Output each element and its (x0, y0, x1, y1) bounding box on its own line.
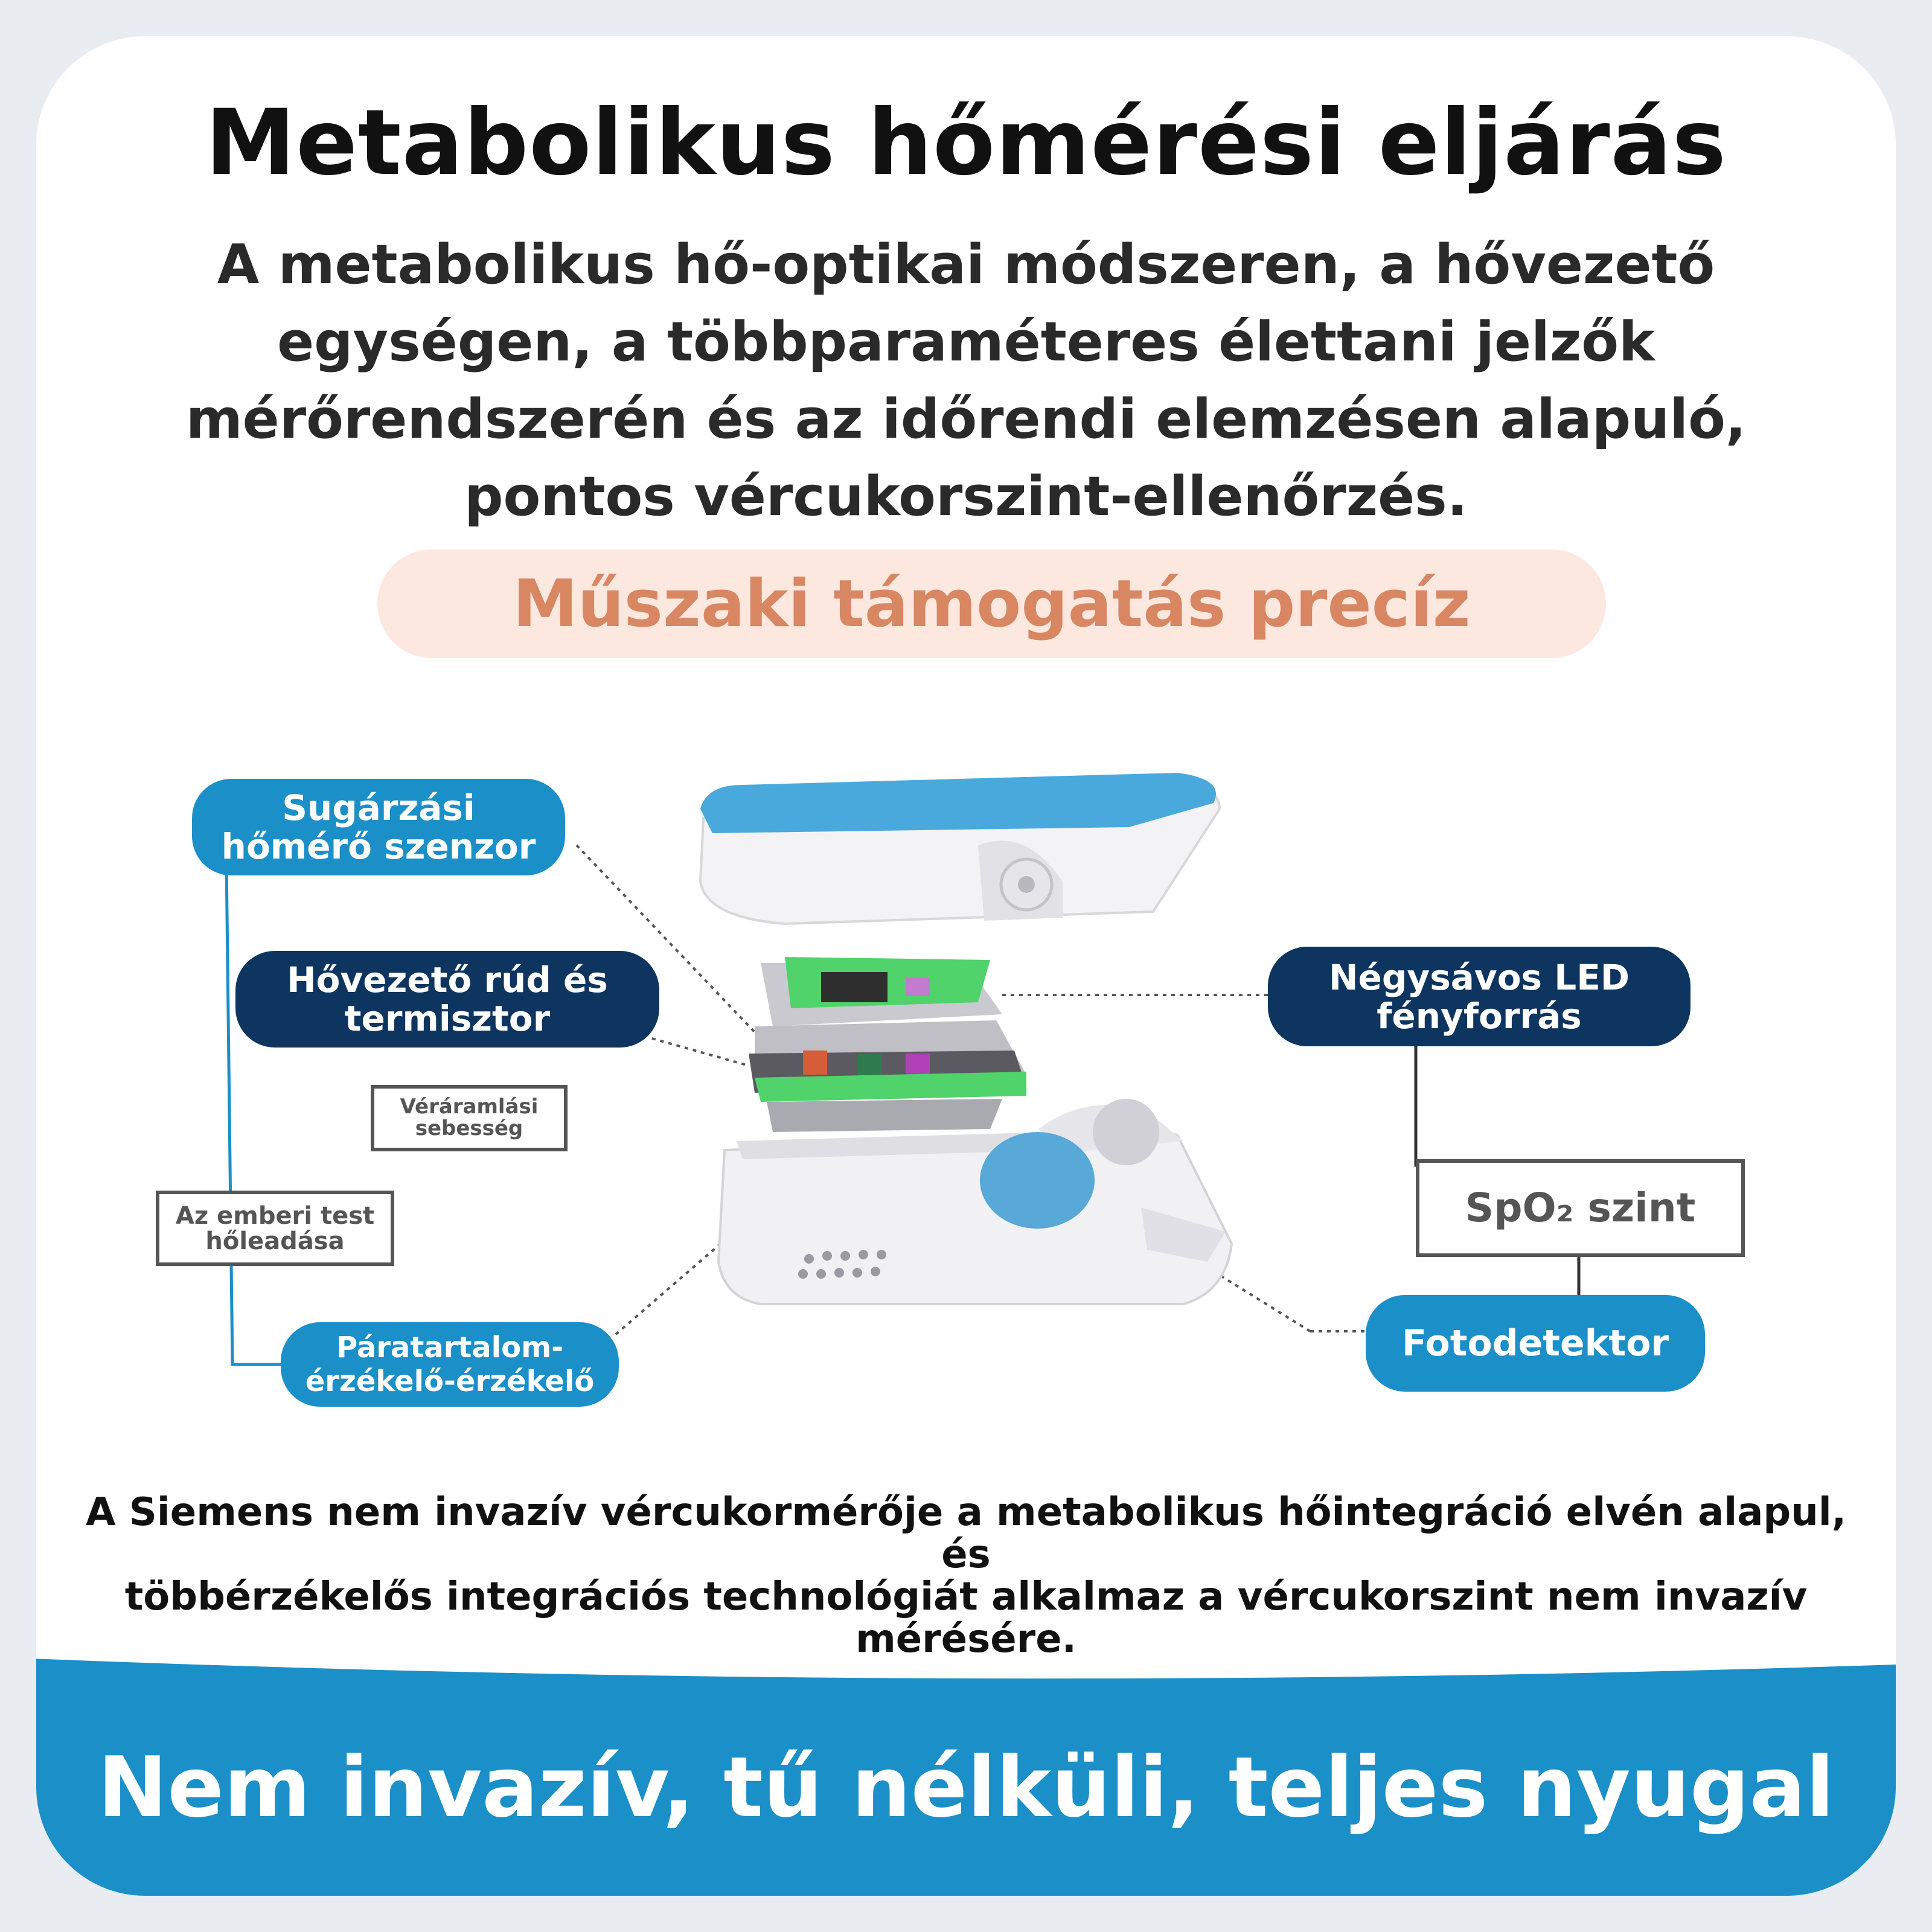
page-title: Metabolikus hőmérési eljárás (205, 91, 1727, 196)
subtitle-line-1: A metabolikus hő-optikai módszeren, a hővezető (217, 233, 1715, 296)
led-source-line-2: fényforrás (1377, 995, 1582, 1037)
blood-flow-line-2: sebesség (415, 1116, 523, 1140)
description-line-2: többérzékelős integrációs technológiát alkalmaz a vércukorszint nem invazív (124, 1575, 1808, 1619)
blood-flow-line-1: Véráramlási (400, 1095, 539, 1119)
radiation-sensor-line-1: Sugárzási (282, 787, 475, 828)
radiation-sensor-line-2: hőmérő szenzor (221, 826, 536, 867)
led-source-line-1: Négysávos LED (1329, 956, 1630, 998)
body-heat-line-2: hőleadása (205, 1227, 345, 1255)
tech-support-pill: Műszaki támogatás precíz (377, 549, 1606, 658)
slogan: Nem invazív, tű nélküli, teljes nyugal (97, 1739, 1835, 1836)
humidity-sensor-line-2: érzékelő-érzékelő (305, 1364, 595, 1398)
body-heat-line-1: Az emberi test (175, 1201, 375, 1230)
description-line-1: A Siemens nem invazív vércukormérője a metabolikus hőintegráció elvén alapul, és (85, 1490, 1847, 1577)
description-line-3: mérésére. (856, 1617, 1076, 1662)
spo2-box: SpO₂ szint (1416, 1159, 1745, 1257)
subtitle-line-3: mérőrendszerén és az időrendi elemzésen alapuló, (185, 388, 1747, 451)
heat-rod-line-2: termisztor (344, 998, 551, 1039)
photodetector-label: Fotodetektor (1366, 1295, 1705, 1392)
subtitle-line-4: pontos vércukorszint-ellenőrzés. (464, 465, 1468, 528)
heat-rod-line-1: Hővezető rúd és (287, 959, 608, 1000)
humidity-sensor-line-1: Páratartalom- (336, 1331, 564, 1364)
subtitle-line-2: egységen, a többparaméteres élettani jelzők (277, 310, 1655, 374)
